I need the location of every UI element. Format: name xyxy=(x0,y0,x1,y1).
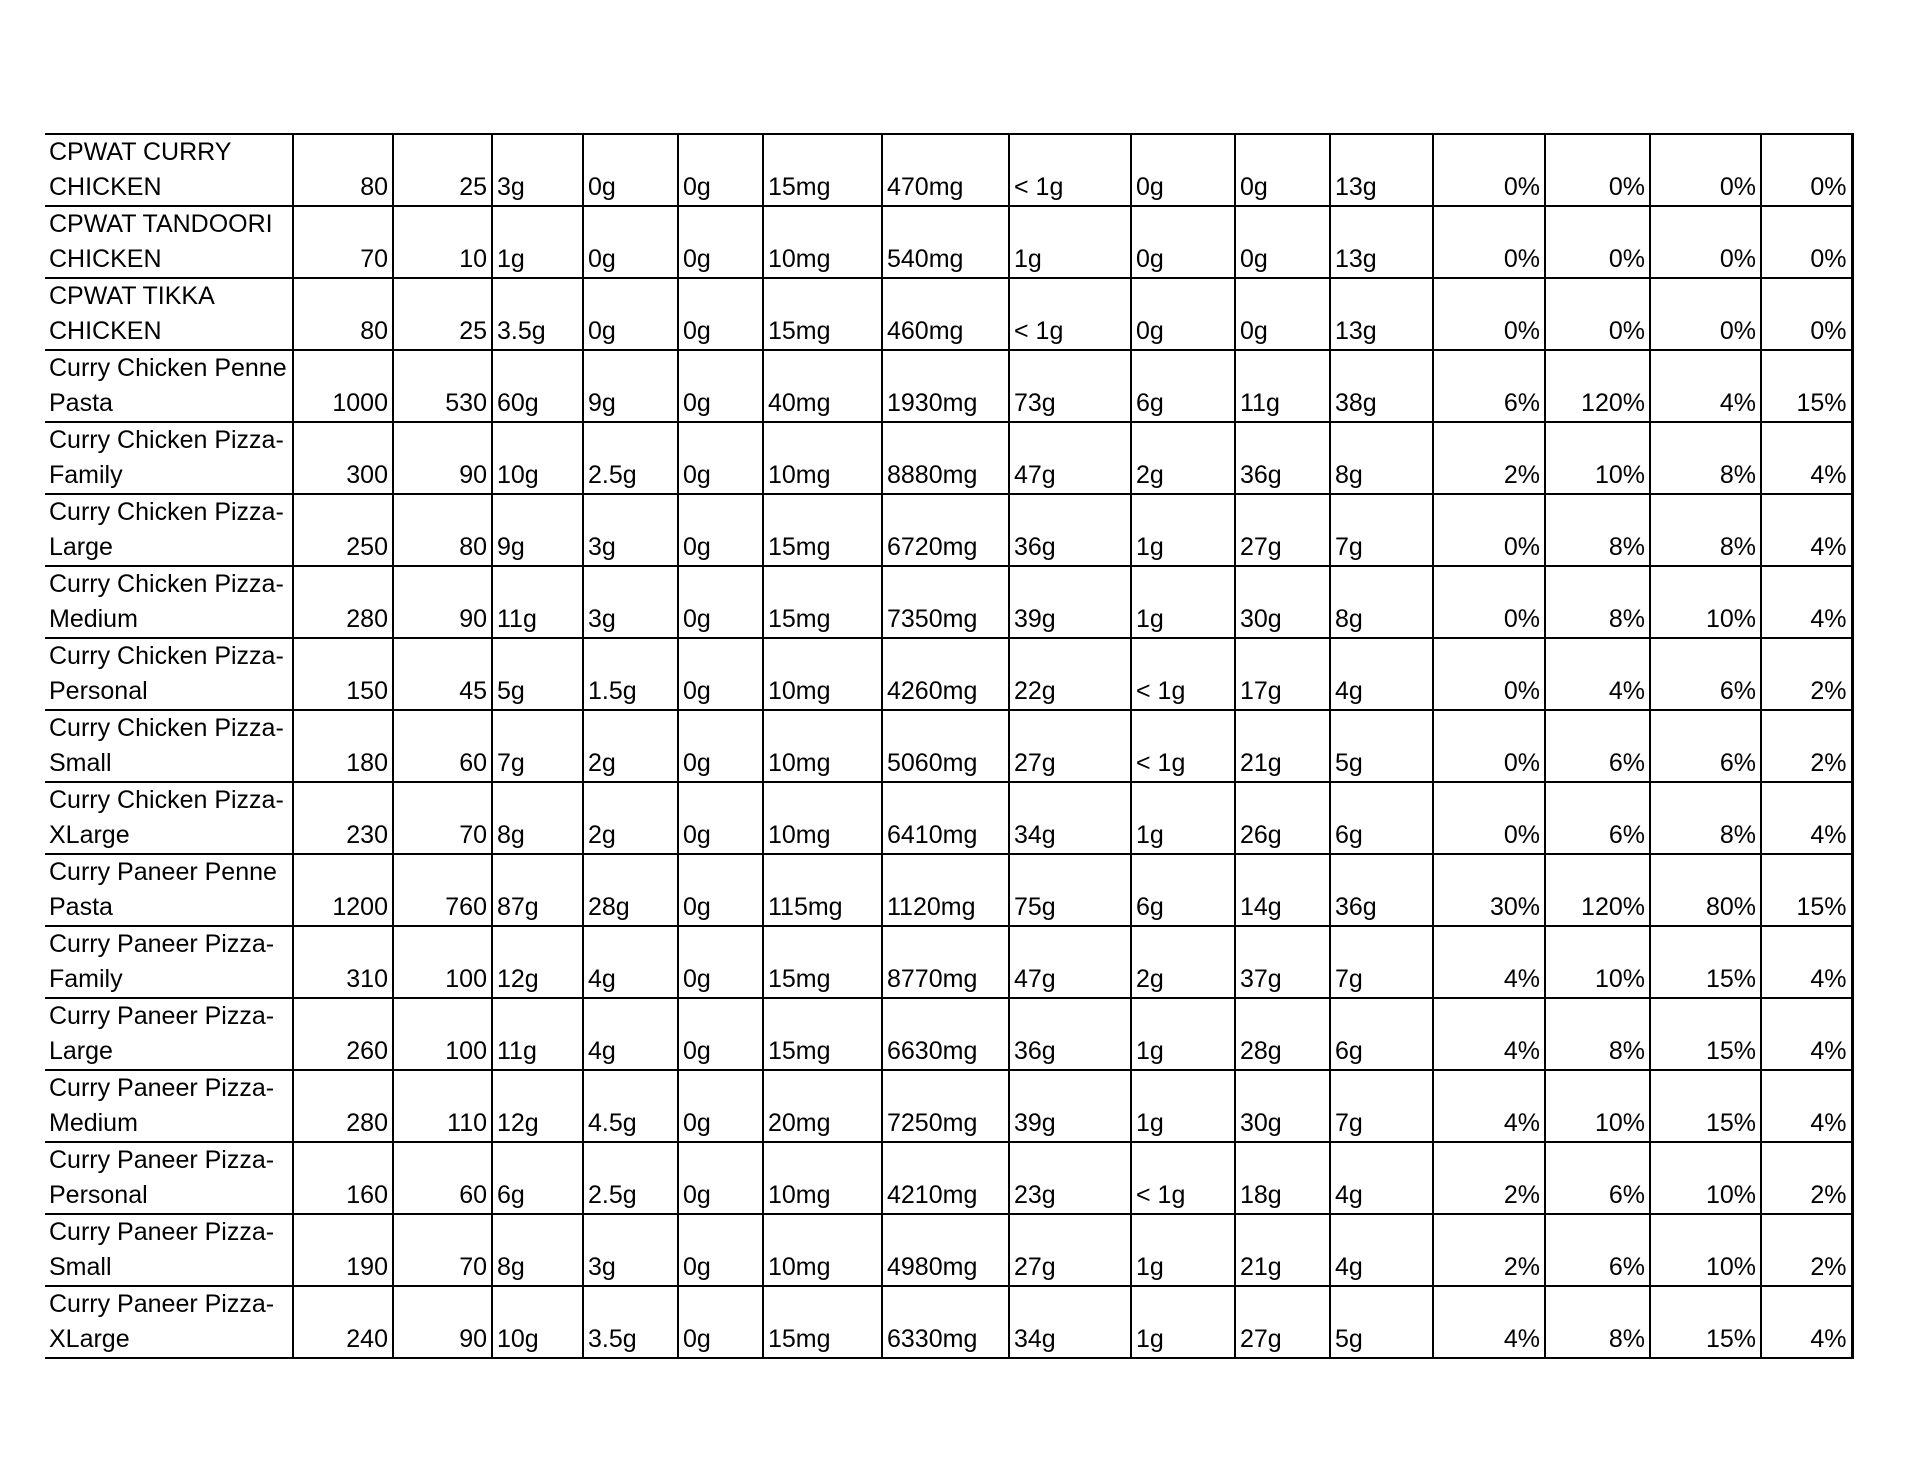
vitamin-a-cell: 0% xyxy=(1433,566,1545,638)
carbohydrate-cell: 34g xyxy=(1009,782,1131,854)
fat-calories-cell: 530 xyxy=(393,350,492,422)
calcium-cell: 80% xyxy=(1650,854,1761,926)
protein-cell: 4g xyxy=(1330,638,1433,710)
item-name-cell: Curry Paneer Pizza-Large xyxy=(45,998,293,1070)
vitamin-a-cell: 2% xyxy=(1433,1214,1545,1286)
cholesterol-cell: 15mg xyxy=(763,494,882,566)
table-row xyxy=(45,206,1852,278)
sodium-cell: 4210mg xyxy=(882,1142,1009,1214)
calories-cell: 80 xyxy=(293,278,393,350)
calories-cell: 150 xyxy=(293,638,393,710)
table-row xyxy=(45,854,1852,926)
fiber-cell: < 1g xyxy=(1131,1142,1235,1214)
sodium-cell: 4980mg xyxy=(882,1214,1009,1286)
sodium-cell: 6720mg xyxy=(882,494,1009,566)
fiber-cell: < 1g xyxy=(1131,710,1235,782)
vitamin-c-cell: 10% xyxy=(1545,422,1650,494)
calcium-cell: 15% xyxy=(1650,1070,1761,1142)
carbohydrate-cell: 39g xyxy=(1009,566,1131,638)
item-name-cell: Curry Paneer Pizza-XLarge xyxy=(45,1286,293,1358)
carbohydrate-cell: 27g xyxy=(1009,1214,1131,1286)
cholesterol-cell: 10mg xyxy=(763,1142,882,1214)
protein-cell: 7g xyxy=(1330,494,1433,566)
trans-fat-cell: 0g xyxy=(678,422,763,494)
table-row xyxy=(45,926,1852,998)
table-row xyxy=(45,1286,1852,1358)
fat-calories-cell: 90 xyxy=(393,422,492,494)
total-fat-cell: 60g xyxy=(492,350,583,422)
table-body xyxy=(45,134,1852,1358)
cholesterol-cell: 115mg xyxy=(763,854,882,926)
saturated-fat-cell: 3.5g xyxy=(583,1286,678,1358)
sodium-cell: 1120mg xyxy=(882,854,1009,926)
vitamin-c-cell: 0% xyxy=(1545,134,1650,206)
vitamin-a-cell: 0% xyxy=(1433,494,1545,566)
calcium-cell: 10% xyxy=(1650,566,1761,638)
calories-cell: 280 xyxy=(293,566,393,638)
calories-cell: 1200 xyxy=(293,854,393,926)
calcium-cell: 15% xyxy=(1650,926,1761,998)
total-fat-cell: 8g xyxy=(492,782,583,854)
iron-cell: 2% xyxy=(1761,638,1852,710)
sugar-cell: 14g xyxy=(1235,854,1330,926)
item-name-cell: CPWAT TIKKA CHICKEN xyxy=(45,278,293,350)
cholesterol-cell: 40mg xyxy=(763,350,882,422)
table-row xyxy=(45,134,1852,206)
protein-cell: 4g xyxy=(1330,1142,1433,1214)
vitamin-a-cell: 30% xyxy=(1433,854,1545,926)
total-fat-cell: 6g xyxy=(492,1142,583,1214)
vitamin-a-cell: 0% xyxy=(1433,278,1545,350)
calories-cell: 70 xyxy=(293,206,393,278)
table-row xyxy=(45,638,1852,710)
total-fat-cell: 9g xyxy=(492,494,583,566)
cholesterol-cell: 10mg xyxy=(763,1214,882,1286)
fiber-cell: 2g xyxy=(1131,422,1235,494)
calcium-cell: 6% xyxy=(1650,638,1761,710)
vitamin-c-cell: 8% xyxy=(1545,566,1650,638)
total-fat-cell: 11g xyxy=(492,998,583,1070)
calories-cell: 1000 xyxy=(293,350,393,422)
protein-cell: 13g xyxy=(1330,206,1433,278)
fiber-cell: 0g xyxy=(1131,206,1235,278)
trans-fat-cell: 0g xyxy=(678,926,763,998)
calories-cell: 250 xyxy=(293,494,393,566)
calories-cell: 240 xyxy=(293,1286,393,1358)
iron-cell: 4% xyxy=(1761,1286,1852,1358)
iron-cell: 4% xyxy=(1761,926,1852,998)
total-fat-cell: 87g xyxy=(492,854,583,926)
saturated-fat-cell: 0g xyxy=(583,134,678,206)
sugar-cell: 36g xyxy=(1235,422,1330,494)
saturated-fat-cell: 3g xyxy=(583,566,678,638)
sodium-cell: 460mg xyxy=(882,278,1009,350)
vitamin-c-cell: 6% xyxy=(1545,1214,1650,1286)
fiber-cell: 1g xyxy=(1131,1070,1235,1142)
protein-cell: 5g xyxy=(1330,1286,1433,1358)
calories-cell: 300 xyxy=(293,422,393,494)
item-name-cell: Curry Paneer Pizza-Small xyxy=(45,1214,293,1286)
trans-fat-cell: 0g xyxy=(678,134,763,206)
vitamin-c-cell: 0% xyxy=(1545,206,1650,278)
sugar-cell: 17g xyxy=(1235,638,1330,710)
table-row xyxy=(45,494,1852,566)
sodium-cell: 6410mg xyxy=(882,782,1009,854)
calories-cell: 230 xyxy=(293,782,393,854)
fiber-cell: 6g xyxy=(1131,854,1235,926)
vitamin-c-cell: 8% xyxy=(1545,998,1650,1070)
saturated-fat-cell: 3g xyxy=(583,494,678,566)
vitamin-c-cell: 6% xyxy=(1545,1142,1650,1214)
fat-calories-cell: 25 xyxy=(393,134,492,206)
iron-cell: 2% xyxy=(1761,1142,1852,1214)
sugar-cell: 30g xyxy=(1235,566,1330,638)
vitamin-a-cell: 4% xyxy=(1433,926,1545,998)
fiber-cell: 1g xyxy=(1131,1214,1235,1286)
saturated-fat-cell: 9g xyxy=(583,350,678,422)
item-name-cell: Curry Chicken Pizza-Family xyxy=(45,422,293,494)
calories-cell: 260 xyxy=(293,998,393,1070)
sugar-cell: 26g xyxy=(1235,782,1330,854)
table-row xyxy=(45,998,1852,1070)
cholesterol-cell: 10mg xyxy=(763,206,882,278)
saturated-fat-cell: 4g xyxy=(583,998,678,1070)
fiber-cell: 1g xyxy=(1131,998,1235,1070)
trans-fat-cell: 0g xyxy=(678,782,763,854)
protein-cell: 8g xyxy=(1330,422,1433,494)
trans-fat-cell: 0g xyxy=(678,494,763,566)
protein-cell: 36g xyxy=(1330,854,1433,926)
sodium-cell: 7250mg xyxy=(882,1070,1009,1142)
table-row xyxy=(45,422,1852,494)
cholesterol-cell: 10mg xyxy=(763,638,882,710)
calcium-cell: 0% xyxy=(1650,134,1761,206)
calories-cell: 190 xyxy=(293,1214,393,1286)
vitamin-a-cell: 2% xyxy=(1433,1142,1545,1214)
iron-cell: 2% xyxy=(1761,710,1852,782)
total-fat-cell: 7g xyxy=(492,710,583,782)
cholesterol-cell: 10mg xyxy=(763,782,882,854)
table-row xyxy=(45,278,1852,350)
trans-fat-cell: 0g xyxy=(678,998,763,1070)
carbohydrate-cell: 23g xyxy=(1009,1142,1131,1214)
item-name-cell: Curry Paneer Pizza-Family xyxy=(45,926,293,998)
saturated-fat-cell: 3g xyxy=(583,1214,678,1286)
protein-cell: 6g xyxy=(1330,782,1433,854)
fat-calories-cell: 80 xyxy=(393,494,492,566)
trans-fat-cell: 0g xyxy=(678,350,763,422)
vitamin-a-cell: 4% xyxy=(1433,1286,1545,1358)
carbohydrate-cell: 47g xyxy=(1009,422,1131,494)
sugar-cell: 0g xyxy=(1235,206,1330,278)
table-row xyxy=(45,1070,1852,1142)
total-fat-cell: 12g xyxy=(492,1070,583,1142)
sugar-cell: 18g xyxy=(1235,1142,1330,1214)
fat-calories-cell: 10 xyxy=(393,206,492,278)
calcium-cell: 10% xyxy=(1650,1142,1761,1214)
sodium-cell: 7350mg xyxy=(882,566,1009,638)
vitamin-c-cell: 10% xyxy=(1545,1070,1650,1142)
fiber-cell: 0g xyxy=(1131,134,1235,206)
item-name-cell: Curry Chicken Pizza-XLarge xyxy=(45,782,293,854)
saturated-fat-cell: 4.5g xyxy=(583,1070,678,1142)
sodium-cell: 540mg xyxy=(882,206,1009,278)
item-name-cell: Curry Chicken Penne Pasta xyxy=(45,350,293,422)
calories-cell: 310 xyxy=(293,926,393,998)
vitamin-c-cell: 8% xyxy=(1545,494,1650,566)
total-fat-cell: 1g xyxy=(492,206,583,278)
total-fat-cell: 11g xyxy=(492,566,583,638)
vitamin-c-cell: 120% xyxy=(1545,854,1650,926)
table-row xyxy=(45,350,1852,422)
item-name-cell: Curry Chicken Pizza-Medium xyxy=(45,566,293,638)
vitamin-c-cell: 6% xyxy=(1545,782,1650,854)
protein-cell: 7g xyxy=(1330,1070,1433,1142)
sugar-cell: 28g xyxy=(1235,998,1330,1070)
vitamin-c-cell: 4% xyxy=(1545,638,1650,710)
sugar-cell: 0g xyxy=(1235,278,1330,350)
vitamin-a-cell: 2% xyxy=(1433,422,1545,494)
saturated-fat-cell: 0g xyxy=(583,278,678,350)
trans-fat-cell: 0g xyxy=(678,710,763,782)
cholesterol-cell: 15mg xyxy=(763,926,882,998)
calcium-cell: 15% xyxy=(1650,998,1761,1070)
sodium-cell: 8770mg xyxy=(882,926,1009,998)
item-name-cell: Curry Chicken Pizza-Large xyxy=(45,494,293,566)
calcium-cell: 8% xyxy=(1650,422,1761,494)
item-name-cell: Curry Chicken Pizza-Personal xyxy=(45,638,293,710)
protein-cell: 4g xyxy=(1330,1214,1433,1286)
fat-calories-cell: 25 xyxy=(393,278,492,350)
fiber-cell: 1g xyxy=(1131,782,1235,854)
calories-cell: 180 xyxy=(293,710,393,782)
calories-cell: 280 xyxy=(293,1070,393,1142)
fiber-cell: < 1g xyxy=(1131,638,1235,710)
protein-cell: 8g xyxy=(1330,566,1433,638)
carbohydrate-cell: 1g xyxy=(1009,206,1131,278)
trans-fat-cell: 0g xyxy=(678,638,763,710)
vitamin-c-cell: 6% xyxy=(1545,710,1650,782)
fat-calories-cell: 100 xyxy=(393,998,492,1070)
sugar-cell: 11g xyxy=(1235,350,1330,422)
iron-cell: 4% xyxy=(1761,1070,1852,1142)
fat-calories-cell: 90 xyxy=(393,1286,492,1358)
trans-fat-cell: 0g xyxy=(678,1286,763,1358)
sugar-cell: 37g xyxy=(1235,926,1330,998)
fiber-cell: 1g xyxy=(1131,566,1235,638)
protein-cell: 6g xyxy=(1330,998,1433,1070)
sodium-cell: 5060mg xyxy=(882,710,1009,782)
sugar-cell: 30g xyxy=(1235,1070,1330,1142)
saturated-fat-cell: 0g xyxy=(583,206,678,278)
iron-cell: 4% xyxy=(1761,782,1852,854)
trans-fat-cell: 0g xyxy=(678,1214,763,1286)
calcium-cell: 8% xyxy=(1650,494,1761,566)
fiber-cell: 1g xyxy=(1131,494,1235,566)
total-fat-cell: 10g xyxy=(492,422,583,494)
cholesterol-cell: 10mg xyxy=(763,710,882,782)
calcium-cell: 0% xyxy=(1650,206,1761,278)
trans-fat-cell: 0g xyxy=(678,1142,763,1214)
cholesterol-cell: 10mg xyxy=(763,422,882,494)
vitamin-c-cell: 10% xyxy=(1545,926,1650,998)
protein-cell: 13g xyxy=(1330,134,1433,206)
sodium-cell: 6630mg xyxy=(882,998,1009,1070)
carbohydrate-cell: 75g xyxy=(1009,854,1131,926)
iron-cell: 2% xyxy=(1761,1214,1852,1286)
table-row xyxy=(45,710,1852,782)
item-name-cell: Curry Chicken Pizza-Small xyxy=(45,710,293,782)
saturated-fat-cell: 28g xyxy=(583,854,678,926)
nutrition-table xyxy=(45,133,1854,1359)
fat-calories-cell: 90 xyxy=(393,566,492,638)
protein-cell: 7g xyxy=(1330,926,1433,998)
iron-cell: 0% xyxy=(1761,206,1852,278)
total-fat-cell: 3.5g xyxy=(492,278,583,350)
item-name-cell: Curry Paneer Pizza-Personal xyxy=(45,1142,293,1214)
table-row xyxy=(45,782,1852,854)
saturated-fat-cell: 2g xyxy=(583,782,678,854)
vitamin-a-cell: 0% xyxy=(1433,710,1545,782)
iron-cell: 4% xyxy=(1761,998,1852,1070)
vitamin-a-cell: 0% xyxy=(1433,782,1545,854)
cholesterol-cell: 20mg xyxy=(763,1070,882,1142)
calcium-cell: 15% xyxy=(1650,1286,1761,1358)
fat-calories-cell: 60 xyxy=(393,710,492,782)
calcium-cell: 8% xyxy=(1650,782,1761,854)
fat-calories-cell: 100 xyxy=(393,926,492,998)
sugar-cell: 21g xyxy=(1235,1214,1330,1286)
trans-fat-cell: 0g xyxy=(678,1070,763,1142)
fiber-cell: 1g xyxy=(1131,1286,1235,1358)
fat-calories-cell: 60 xyxy=(393,1142,492,1214)
sugar-cell: 0g xyxy=(1235,134,1330,206)
sugar-cell: 21g xyxy=(1235,710,1330,782)
protein-cell: 5g xyxy=(1330,710,1433,782)
carbohydrate-cell: < 1g xyxy=(1009,278,1131,350)
sodium-cell: 470mg xyxy=(882,134,1009,206)
vitamin-a-cell: 0% xyxy=(1433,134,1545,206)
trans-fat-cell: 0g xyxy=(678,566,763,638)
sodium-cell: 1930mg xyxy=(882,350,1009,422)
vitamin-a-cell: 6% xyxy=(1433,350,1545,422)
vitamin-a-cell: 0% xyxy=(1433,206,1545,278)
iron-cell: 15% xyxy=(1761,854,1852,926)
calcium-cell: 4% xyxy=(1650,350,1761,422)
cholesterol-cell: 15mg xyxy=(763,998,882,1070)
cholesterol-cell: 15mg xyxy=(763,1286,882,1358)
fiber-cell: 6g xyxy=(1131,350,1235,422)
iron-cell: 0% xyxy=(1761,134,1852,206)
item-name-cell: CPWAT CURRY CHICKEN xyxy=(45,134,293,206)
carbohydrate-cell: 47g xyxy=(1009,926,1131,998)
table-row xyxy=(45,566,1852,638)
carbohydrate-cell: < 1g xyxy=(1009,134,1131,206)
carbohydrate-cell: 73g xyxy=(1009,350,1131,422)
saturated-fat-cell: 1.5g xyxy=(583,638,678,710)
total-fat-cell: 3g xyxy=(492,134,583,206)
fat-calories-cell: 70 xyxy=(393,1214,492,1286)
fiber-cell: 0g xyxy=(1131,278,1235,350)
carbohydrate-cell: 34g xyxy=(1009,1286,1131,1358)
fiber-cell: 2g xyxy=(1131,926,1235,998)
carbohydrate-cell: 36g xyxy=(1009,998,1131,1070)
saturated-fat-cell: 2.5g xyxy=(583,1142,678,1214)
sodium-cell: 6330mg xyxy=(882,1286,1009,1358)
table-row xyxy=(45,1214,1852,1286)
iron-cell: 15% xyxy=(1761,350,1852,422)
vitamin-a-cell: 0% xyxy=(1433,638,1545,710)
cholesterol-cell: 15mg xyxy=(763,134,882,206)
iron-cell: 0% xyxy=(1761,278,1852,350)
iron-cell: 4% xyxy=(1761,494,1852,566)
sodium-cell: 8880mg xyxy=(882,422,1009,494)
protein-cell: 38g xyxy=(1330,350,1433,422)
trans-fat-cell: 0g xyxy=(678,278,763,350)
trans-fat-cell: 0g xyxy=(678,854,763,926)
vitamin-c-cell: 0% xyxy=(1545,278,1650,350)
carbohydrate-cell: 27g xyxy=(1009,710,1131,782)
fat-calories-cell: 760 xyxy=(393,854,492,926)
calcium-cell: 0% xyxy=(1650,278,1761,350)
total-fat-cell: 12g xyxy=(492,926,583,998)
cholesterol-cell: 15mg xyxy=(763,566,882,638)
fat-calories-cell: 70 xyxy=(393,782,492,854)
vitamin-c-cell: 120% xyxy=(1545,350,1650,422)
trans-fat-cell: 0g xyxy=(678,206,763,278)
iron-cell: 4% xyxy=(1761,566,1852,638)
carbohydrate-cell: 22g xyxy=(1009,638,1131,710)
carbohydrate-cell: 39g xyxy=(1009,1070,1131,1142)
sodium-cell: 4260mg xyxy=(882,638,1009,710)
sugar-cell: 27g xyxy=(1235,494,1330,566)
total-fat-cell: 10g xyxy=(492,1286,583,1358)
carbohydrate-cell: 36g xyxy=(1009,494,1131,566)
fat-calories-cell: 110 xyxy=(393,1070,492,1142)
calcium-cell: 10% xyxy=(1650,1214,1761,1286)
cholesterol-cell: 15mg xyxy=(763,278,882,350)
vitamin-c-cell: 8% xyxy=(1545,1286,1650,1358)
protein-cell: 13g xyxy=(1330,278,1433,350)
item-name-cell: Curry Paneer Penne Pasta xyxy=(45,854,293,926)
item-name-cell: Curry Paneer Pizza-Medium xyxy=(45,1070,293,1142)
total-fat-cell: 8g xyxy=(492,1214,583,1286)
calories-cell: 160 xyxy=(293,1142,393,1214)
fat-calories-cell: 45 xyxy=(393,638,492,710)
item-name-cell: CPWAT TANDOORI CHICKEN xyxy=(45,206,293,278)
total-fat-cell: 5g xyxy=(492,638,583,710)
vitamin-a-cell: 4% xyxy=(1433,1070,1545,1142)
saturated-fat-cell: 2g xyxy=(583,710,678,782)
iron-cell: 4% xyxy=(1761,422,1852,494)
saturated-fat-cell: 4g xyxy=(583,926,678,998)
sugar-cell: 27g xyxy=(1235,1286,1330,1358)
table-row xyxy=(45,1142,1852,1214)
calcium-cell: 6% xyxy=(1650,710,1761,782)
vitamin-a-cell: 4% xyxy=(1433,998,1545,1070)
calories-cell: 80 xyxy=(293,134,393,206)
saturated-fat-cell: 2.5g xyxy=(583,422,678,494)
